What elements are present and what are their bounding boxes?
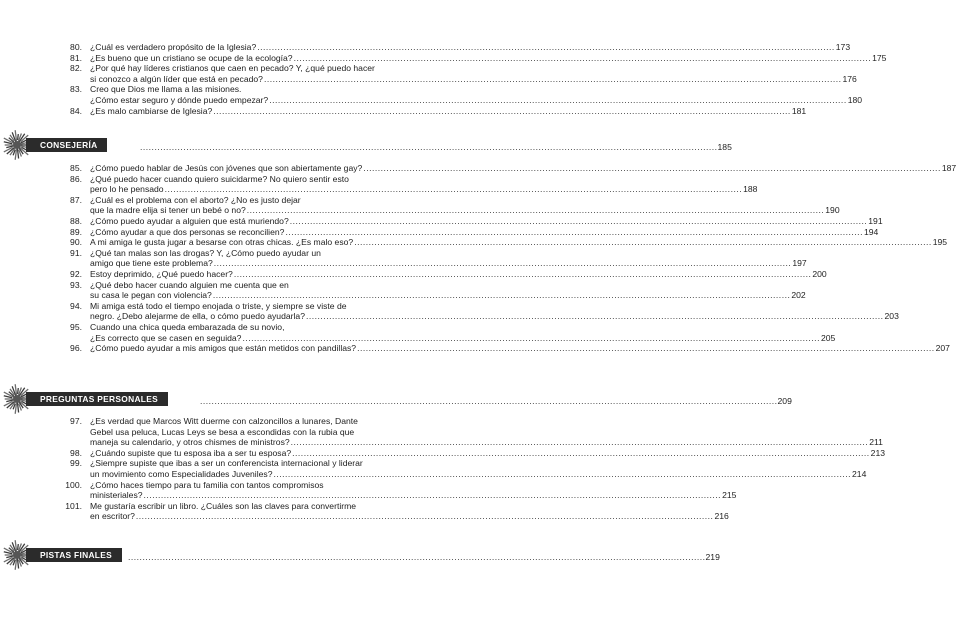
entry-title-text: maneja su calendario, y otros chismes de ministros? bbox=[90, 437, 290, 448]
toc-entry[interactable] bbox=[60, 300, 899, 322]
entry-line bbox=[90, 343, 950, 354]
entry-line bbox=[90, 237, 948, 248]
entry-line bbox=[90, 163, 956, 174]
dot-leader bbox=[363, 163, 941, 174]
entry-title-text: ¿Qué puedo hacer cuando quiero suicidarme? No quiero sentir esto bbox=[90, 173, 349, 184]
section-title: PREGUNTAS PERSONALES bbox=[26, 392, 168, 406]
entry-title-text: ¿Qué debo hacer cuando alguien me cuenta que en bbox=[90, 279, 289, 290]
toc-entry[interactable] bbox=[60, 63, 857, 84]
toc-group-consejeria bbox=[60, 163, 956, 354]
toc-entry[interactable] bbox=[60, 279, 806, 301]
entry-number: 95. bbox=[70, 321, 82, 332]
entry-title-text: un movimiento como Especialidades Juveniles? bbox=[90, 468, 273, 479]
entry-line bbox=[90, 301, 396, 312]
entry-title-text: ¿Cómo ayudar a que dos personas se reconcilien? bbox=[90, 226, 285, 237]
dot-leader bbox=[257, 42, 835, 53]
entry-line bbox=[90, 447, 886, 459]
dot-leader bbox=[357, 343, 935, 354]
dot-leader bbox=[269, 95, 847, 106]
entry-page-number: 175 bbox=[872, 52, 887, 63]
dot-leader bbox=[144, 490, 722, 501]
entry-number: 82. bbox=[70, 63, 82, 74]
entry-line bbox=[90, 480, 396, 491]
entry-title-text: Me gustaría escribir un libro. ¿Cuáles son las claves para convertirme bbox=[90, 500, 357, 511]
entry-page-number: 197 bbox=[792, 258, 807, 269]
entry-title-text: ¿Cómo estar seguro y dónde puedo empezar? bbox=[90, 94, 269, 105]
toc-entry[interactable] bbox=[60, 105, 807, 117]
dot-leader bbox=[234, 269, 812, 280]
entry-line bbox=[90, 468, 867, 480]
entry-page-number: 181 bbox=[791, 105, 807, 116]
toc-entry[interactable] bbox=[60, 194, 840, 216]
section-page-number: 219 bbox=[705, 552, 720, 562]
dot-leader bbox=[214, 258, 792, 269]
entry-title-text: si conozco a algún líder que está en pecado? bbox=[90, 73, 263, 84]
entry-page-number: 213 bbox=[870, 447, 886, 458]
dot-leader bbox=[264, 74, 842, 85]
entry-title-text: Gebel usa peluca, Lucas Leys se besa a escondidas con la rubia que bbox=[90, 426, 355, 437]
section-header-preguntas-personales[interactable] bbox=[0, 388, 792, 410]
entry-title-text: Mi amiga está todo el tiempo enojada o triste, y siempre se viste de bbox=[90, 300, 347, 311]
entry-title-text: ¿Por qué hay líderes cristianos que caen en pecado? Y, ¿qué puedo hacer bbox=[90, 63, 375, 74]
entry-line bbox=[90, 490, 737, 501]
entry-title-text: en escritor? bbox=[90, 511, 135, 522]
entry-number: 88. bbox=[70, 215, 82, 226]
entry-page-number: 176 bbox=[842, 73, 857, 84]
toc-entry[interactable] bbox=[60, 447, 886, 459]
entry-page-number: 215 bbox=[722, 490, 737, 501]
dot-leader bbox=[290, 216, 868, 227]
entry-number: 98. bbox=[70, 447, 82, 458]
dot-leader bbox=[128, 552, 706, 563]
section-title: CONSEJERÍA bbox=[26, 138, 107, 152]
entry-number: 97. bbox=[70, 416, 82, 426]
entry-number: 83. bbox=[70, 84, 82, 95]
dot-leader bbox=[354, 237, 932, 248]
dot-leader bbox=[292, 448, 870, 459]
entry-page-number: 194 bbox=[863, 226, 879, 237]
entry-line bbox=[90, 174, 396, 185]
toc-entry[interactable] bbox=[60, 268, 827, 280]
entry-line bbox=[90, 290, 806, 301]
entry-line bbox=[90, 501, 396, 512]
entry-line bbox=[90, 258, 807, 269]
entry-line bbox=[90, 42, 851, 53]
entry-line bbox=[90, 52, 887, 64]
entry-line bbox=[90, 311, 899, 322]
entry-number: 92. bbox=[70, 268, 82, 279]
dot-leader bbox=[213, 290, 791, 301]
entry-line bbox=[90, 280, 396, 291]
entry-title-text: negro. ¿Debo alejarme de ella, o cómo puedo ayudarla? bbox=[90, 311, 305, 322]
dot-leader bbox=[247, 205, 825, 216]
entry-title-text: que la madre elija si tener un bebé o no? bbox=[90, 205, 246, 216]
toc-entry[interactable] bbox=[60, 52, 887, 64]
entry-line bbox=[90, 511, 729, 522]
entry-line bbox=[90, 427, 396, 438]
entry-line bbox=[90, 437, 883, 448]
entry-number: 90. bbox=[70, 237, 82, 248]
dot-leader bbox=[165, 184, 743, 195]
dot-leader bbox=[213, 106, 791, 117]
dot-leader bbox=[200, 396, 778, 407]
toc-entry[interactable] bbox=[60, 343, 950, 354]
entry-page-number: 200 bbox=[812, 268, 827, 279]
entry-number: 86. bbox=[70, 173, 82, 184]
toc-entry[interactable] bbox=[60, 237, 948, 248]
entry-number: 85. bbox=[70, 163, 82, 173]
toc-entry[interactable] bbox=[60, 247, 807, 269]
entry-line bbox=[90, 332, 836, 344]
entry-page-number: 188 bbox=[743, 184, 758, 195]
toc-entry[interactable] bbox=[60, 163, 956, 174]
entry-number: 89. bbox=[70, 226, 82, 237]
entry-line bbox=[90, 84, 396, 95]
entry-line bbox=[90, 416, 396, 427]
entry-line bbox=[90, 195, 396, 206]
toc-entry[interactable] bbox=[60, 479, 737, 501]
entry-number: 100. bbox=[65, 479, 82, 490]
toc-entry[interactable] bbox=[60, 458, 867, 479]
dot-leader bbox=[273, 469, 851, 480]
entry-title-text: ¿Es verdad que Marcos Witt duerme con calzoncillos a lunares, Dante bbox=[90, 416, 358, 426]
entry-line bbox=[90, 322, 396, 333]
toc-entry[interactable] bbox=[60, 321, 836, 343]
section-leader bbox=[128, 552, 720, 562]
entry-title-text: Cuando una chica queda embarazada de su novio, bbox=[90, 321, 285, 332]
section-page-number: 185 bbox=[717, 142, 732, 152]
dot-leader bbox=[242, 333, 820, 344]
entry-number: 87. bbox=[70, 194, 82, 205]
entry-title-text: ministeriales? bbox=[90, 490, 143, 501]
entry-number: 99. bbox=[70, 458, 82, 469]
entry-number: 81. bbox=[70, 52, 82, 63]
entry-line bbox=[90, 268, 827, 280]
toc-entry[interactable] bbox=[60, 173, 758, 195]
entry-page-number: 195 bbox=[932, 237, 948, 248]
entry-page-number: 211 bbox=[869, 437, 883, 448]
section-leader bbox=[200, 396, 792, 406]
entry-number: 84. bbox=[70, 105, 82, 116]
entry-page-number: 216 bbox=[714, 511, 729, 522]
entry-page-number: 180 bbox=[847, 94, 863, 105]
entry-title-text: ¿Qué tan malas son las drogas? Y, ¿Cómo puedo ayudar un bbox=[90, 247, 321, 258]
entry-title-text: Creo que Dios me llama a las misiones. bbox=[90, 84, 242, 95]
entry-title-text: ¿Cómo haces tiempo para tu familia con tantos compromisos bbox=[90, 479, 324, 490]
entry-title-text: amigo que tiene este problema? bbox=[90, 258, 213, 269]
entry-page-number: 191 bbox=[868, 215, 883, 226]
toc-entry[interactable] bbox=[60, 226, 879, 238]
toc-entry[interactable] bbox=[60, 416, 883, 448]
dot-leader bbox=[306, 311, 884, 322]
toc-entry[interactable] bbox=[60, 84, 863, 105]
entry-page-number: 207 bbox=[935, 343, 950, 354]
entry-page-number: 190 bbox=[825, 205, 840, 216]
toc-entry[interactable] bbox=[60, 500, 729, 522]
entry-page-number: 205 bbox=[820, 332, 836, 343]
entry-title-text: ¿Es malo cambiarse de Iglesia? bbox=[90, 105, 213, 116]
entry-page-number: 203 bbox=[884, 311, 899, 322]
entry-title-text: ¿Cuál es verdadero propósito de la Iglesia? bbox=[90, 42, 257, 52]
toc-entry[interactable] bbox=[60, 42, 851, 53]
entry-title-text: pero lo he pensado bbox=[90, 184, 164, 195]
entry-page-number: 187 bbox=[941, 163, 956, 173]
toc-group-iglesia bbox=[60, 42, 887, 116]
entry-title-text: ¿Es correcto que se casen en seguida? bbox=[90, 332, 242, 343]
section-page-number: 209 bbox=[777, 396, 792, 406]
entry-line bbox=[90, 458, 396, 469]
entry-number: 93. bbox=[70, 279, 82, 290]
dot-leader bbox=[291, 437, 869, 448]
dot-leader bbox=[140, 142, 718, 153]
toc-group-preguntas-personales bbox=[60, 416, 886, 522]
entry-title-text: ¿Cómo puedo ayudar a alguien que está muriendo? bbox=[90, 215, 289, 226]
entry-number: 80. bbox=[70, 42, 82, 52]
section-leader bbox=[140, 142, 732, 152]
entry-title-text: ¿Siempre supiste que ibas a ser un conferencista internacional y liderar bbox=[90, 458, 363, 469]
dot-leader bbox=[294, 53, 872, 64]
entry-page-number: 173 bbox=[835, 42, 851, 52]
entry-line bbox=[90, 94, 863, 106]
entry-line bbox=[90, 205, 840, 216]
entry-title-text: Estoy deprimido, ¿Qué puedo hacer? bbox=[90, 268, 233, 279]
section-header-consejeria[interactable] bbox=[0, 134, 732, 156]
entry-page-number: 202 bbox=[791, 290, 806, 301]
entry-title-text: ¿Cuál es el problema con el aborto? ¿No es justo dejar bbox=[90, 194, 301, 205]
entry-line bbox=[90, 73, 857, 85]
entry-number: 101. bbox=[65, 500, 82, 511]
entry-title-text: su casa le pegan con violencia? bbox=[90, 290, 212, 301]
entry-line bbox=[90, 248, 396, 259]
entry-title-text: ¿Cómo puedo hablar de Jesús con jóvenes que son abiertamente gay? bbox=[90, 163, 363, 173]
entry-number: 94. bbox=[70, 300, 82, 311]
entry-line bbox=[90, 215, 883, 227]
dot-leader bbox=[285, 227, 863, 238]
section-title: PISTAS FINALES bbox=[26, 548, 122, 562]
entry-page-number: 214 bbox=[852, 468, 867, 479]
section-header-pistas-finales[interactable] bbox=[0, 544, 720, 566]
entry-number: 96. bbox=[70, 343, 82, 354]
entry-line bbox=[90, 63, 396, 74]
dot-leader bbox=[136, 511, 714, 522]
entry-title-text: ¿Cómo puedo ayudar a mis amigos que están metidos con pandillas? bbox=[90, 343, 357, 354]
entry-line bbox=[90, 184, 758, 195]
toc-entry[interactable] bbox=[60, 215, 883, 227]
entry-line bbox=[90, 226, 879, 238]
entry-title-text: ¿Es bueno que un cristiano se ocupe de la ecología? bbox=[90, 52, 293, 63]
entry-title-text: A mi amiga le gusta jugar a besarse con otras chicas. ¿Es malo eso? bbox=[90, 237, 354, 248]
entry-number: 91. bbox=[70, 247, 82, 258]
entry-title-text: ¿Cuándo supiste que tu esposa iba a ser tu esposa? bbox=[90, 447, 292, 458]
entry-line bbox=[90, 105, 807, 117]
